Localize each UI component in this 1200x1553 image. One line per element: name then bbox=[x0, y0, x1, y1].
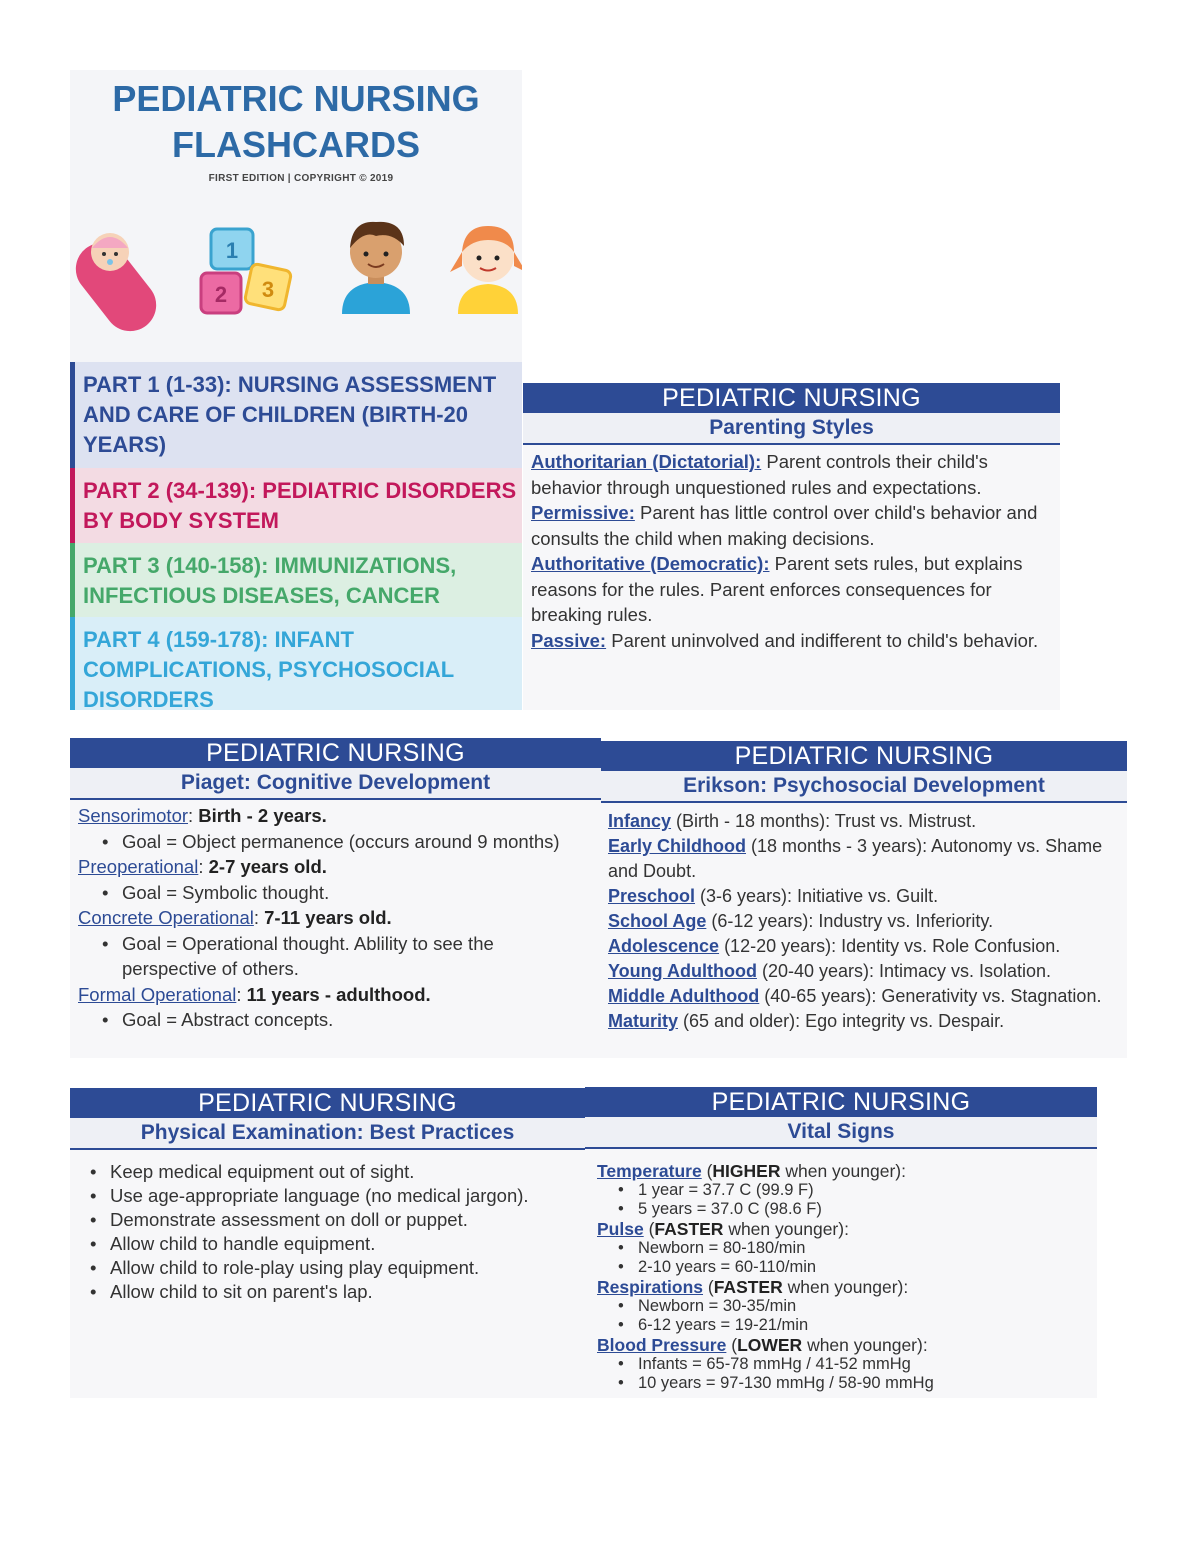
vital-rest: when younger): bbox=[782, 1277, 909, 1297]
vital-open: ( bbox=[703, 1277, 714, 1297]
vital-value: • 2-10 years = 60-110/min bbox=[638, 1258, 1091, 1277]
parenting-term: Permissive: bbox=[531, 502, 635, 523]
vital-value: • 6-12 years = 19-21/min bbox=[638, 1316, 1091, 1335]
card-header: PEDIATRIC NURSING bbox=[523, 383, 1060, 413]
erikson-stage bbox=[608, 834, 1123, 884]
stage-term: Infancy bbox=[608, 811, 672, 831]
stage-age: 7-11 years old. bbox=[264, 907, 392, 928]
vital-key: FASTER bbox=[713, 1277, 783, 1297]
card-body bbox=[70, 800, 601, 1033]
stage-sep: : bbox=[198, 856, 209, 877]
card-header: PEDIATRIC NURSING bbox=[601, 741, 1127, 771]
list-item: • Allow child to sit on parent's lap. bbox=[110, 1280, 585, 1304]
vital-value: • 1 year = 37.7 C (99.9 F) bbox=[638, 1181, 1091, 1200]
stage-desc: (20-40 years): Intimacy vs. Isolation. bbox=[756, 961, 1052, 981]
part-1 bbox=[70, 362, 522, 468]
erikson-stage bbox=[608, 909, 1123, 934]
vital-value: • Newborn = 30-35/min bbox=[638, 1297, 1091, 1316]
stage-term: Formal Operational bbox=[78, 983, 237, 1005]
stage-term: Early Childhood bbox=[608, 836, 747, 856]
erikson-stage bbox=[608, 959, 1123, 984]
card-subtitle: Vital Signs bbox=[585, 1117, 1097, 1149]
stage-desc: (65 and older): Ego integrity vs. Despair. bbox=[678, 1011, 1005, 1031]
list-item: • Allow child to handle equipment. bbox=[110, 1232, 585, 1256]
parenting-term: Authoritarian (Dictatorial): bbox=[531, 451, 762, 472]
parenting-desc: Parent controls their child's behavior through unquestioned rules and expectations. bbox=[531, 451, 988, 498]
list-item: • Use age-appropriate language (no medical jargon). bbox=[110, 1184, 585, 1208]
card-subtitle: Piaget: Cognitive Development bbox=[70, 768, 601, 800]
vital-key: FASTER bbox=[654, 1219, 724, 1239]
physical-exam-card bbox=[70, 1088, 585, 1398]
card-header: PEDIATRIC NURSING bbox=[70, 1088, 585, 1118]
card-body bbox=[601, 803, 1127, 1034]
parenting-term: Passive: bbox=[531, 629, 607, 651]
swaddled-baby-icon bbox=[70, 232, 167, 341]
part-3 bbox=[70, 543, 522, 617]
parenting-item bbox=[531, 551, 1052, 628]
parts-list bbox=[70, 362, 522, 710]
stage-term: Maturity bbox=[608, 1011, 679, 1031]
vital-rest: when younger): bbox=[780, 1161, 906, 1181]
vital-rest: when younger): bbox=[723, 1219, 849, 1239]
card-body bbox=[523, 445, 1060, 653]
list-item: • Demonstrate assessment on doll or puppet. bbox=[110, 1208, 585, 1232]
stage-term: Preschool bbox=[608, 886, 696, 906]
stage-desc: (6-12 years): Industry vs. Inferiority. bbox=[706, 911, 994, 931]
vital-group bbox=[597, 1335, 1091, 1355]
stage-sep: : bbox=[253, 907, 265, 928]
stage-age: 11 years - adulthood. bbox=[246, 983, 431, 1005]
vital-value: • Infants = 65-78 mmHg / 41-52 mmHg bbox=[638, 1355, 1091, 1374]
stage-desc: (18 months - 3 years): Autonomy vs. Shame and Doubt. bbox=[608, 836, 1103, 881]
parenting-item bbox=[531, 628, 1052, 654]
stage-desc: (3-6 years): Initiative vs. Guilt. bbox=[695, 886, 939, 906]
list-item: • Keep medical equipment out of sight. bbox=[110, 1160, 585, 1184]
vital-term: Respirations bbox=[597, 1277, 703, 1297]
card-header: PEDIATRIC NURSING bbox=[70, 738, 601, 768]
vital-group bbox=[597, 1277, 1091, 1297]
stage-term: Sensorimotor bbox=[78, 805, 189, 826]
cover-illustrations bbox=[70, 210, 522, 360]
parenting-styles-card bbox=[523, 383, 1060, 710]
physical-list bbox=[70, 1150, 585, 1304]
vital-key: HIGHER bbox=[712, 1161, 781, 1181]
block-number-1: 1 bbox=[225, 238, 239, 263]
stage-age: 2-7 years old. bbox=[208, 856, 327, 877]
erikson-stage bbox=[608, 884, 1123, 909]
parenting-desc: Parent uninvolved and indifferent to child's behavior. bbox=[606, 629, 1039, 651]
parenting-item bbox=[531, 449, 1052, 500]
stage-term: Preoperational bbox=[78, 856, 199, 877]
vital-term: Pulse bbox=[597, 1219, 644, 1239]
boy-icon bbox=[342, 222, 410, 314]
vital-value: • 5 years = 37.0 C (98.6 F) bbox=[638, 1200, 1091, 1219]
stage-sep: : bbox=[188, 805, 199, 826]
part-2-label: PART 2 (34-139): PEDIATRIC DISORDERS BY BODY SYSTEM bbox=[83, 478, 517, 533]
stage-goal: • Goal = Symbolic thought. bbox=[122, 880, 593, 906]
list-item: • Allow child to role-play using play equipment. bbox=[110, 1256, 585, 1280]
vital-key: LOWER bbox=[737, 1335, 803, 1355]
parenting-desc: Parent has little control over child's behavior and consults the child when making decisions. bbox=[531, 502, 1038, 549]
parenting-desc: Parent sets rules, but explains reasons for the rules. Parent enforces consequences for breaking rules. bbox=[531, 553, 1023, 625]
stage-term: Young Adulthood bbox=[608, 961, 757, 981]
vital-open: ( bbox=[701, 1161, 713, 1181]
vital-group bbox=[597, 1161, 1091, 1181]
vital-group bbox=[597, 1219, 1091, 1239]
stage-term: Concrete Operational bbox=[78, 907, 254, 928]
vital-term: Temperature bbox=[597, 1161, 702, 1181]
girl-icon bbox=[450, 226, 522, 314]
edition-line: FIRST EDITION | COPYRIGHT © 2019 bbox=[208, 173, 394, 184]
part-4 bbox=[70, 617, 522, 710]
part-4-label: PART 4 (159-178): INFANT COMPLICATIONS, PSYCHOSOCIAL DISORDERS bbox=[83, 627, 454, 712]
piaget-card bbox=[70, 738, 601, 1058]
cover-card bbox=[70, 70, 522, 362]
card-subtitle: Parenting Styles bbox=[523, 413, 1060, 445]
vital-term: Blood Pressure bbox=[597, 1335, 727, 1355]
card-body bbox=[585, 1149, 1097, 1393]
erikson-card bbox=[601, 741, 1127, 1058]
piaget-stage bbox=[78, 982, 593, 1008]
part-2 bbox=[70, 468, 522, 543]
parenting-item bbox=[531, 500, 1052, 551]
vital-value: • 10 years = 97-130 mmHg / 58-90 mmHg bbox=[638, 1374, 1091, 1393]
stage-goal: • Goal = Object permanence (occurs around 9 months) bbox=[122, 829, 593, 855]
block-number-3: 3 bbox=[261, 277, 275, 302]
block-number-2: 2 bbox=[214, 282, 228, 307]
piaget-stage bbox=[78, 803, 593, 829]
stage-term: Adolescence bbox=[608, 936, 720, 956]
part-1-label: PART 1 (1-33): NURSING ASSESSMENT AND CARE OF CHILDREN (BIRTH-20 YEARS) bbox=[83, 372, 497, 457]
stage-term: School Age bbox=[608, 911, 707, 931]
stage-term: Middle Adulthood bbox=[608, 986, 760, 1006]
piaget-stage bbox=[78, 854, 593, 880]
piaget-stage bbox=[78, 905, 593, 931]
stage-desc: (Birth - 18 months): Trust vs. Mistrust. bbox=[671, 811, 977, 831]
cover-title bbox=[70, 76, 522, 168]
vital-rest: when younger): bbox=[802, 1335, 928, 1355]
vital-value: • Newborn = 80-180/min bbox=[638, 1239, 1091, 1258]
stage-sep: : bbox=[236, 983, 247, 1005]
vital-open: ( bbox=[726, 1335, 738, 1355]
cover-title-line2: FLASHCARDS bbox=[172, 124, 420, 165]
erikson-stage bbox=[608, 984, 1123, 1009]
parenting-term: Authoritative (Democratic): bbox=[531, 553, 770, 574]
vital-signs-card bbox=[585, 1087, 1097, 1398]
stage-age: Birth - 2 years. bbox=[198, 805, 327, 826]
erikson-stage bbox=[608, 1009, 1123, 1034]
erikson-stage bbox=[608, 934, 1123, 959]
cover-title-line1: PEDIATRIC NURSING bbox=[112, 78, 480, 119]
stage-desc: (12-20 years): Identity vs. Role Confusion. bbox=[719, 936, 1061, 956]
card-subtitle: Physical Examination: Best Practices bbox=[70, 1118, 585, 1150]
stage-goal: • Goal = Operational thought. Ablility to see the perspective of others. bbox=[122, 931, 593, 982]
card-header: PEDIATRIC NURSING bbox=[585, 1087, 1097, 1117]
stage-desc: (40-65 years): Generativity vs. Stagnation. bbox=[759, 986, 1102, 1006]
stage-goal: • Goal = Abstract concepts. bbox=[122, 1007, 593, 1033]
vital-open: ( bbox=[643, 1219, 655, 1239]
part-3-label: PART 3 (140-158): IMMUNIZATIONS, INFECTIOUS DISEASES, CANCER bbox=[83, 553, 457, 608]
card-subtitle: Erikson: Psychosocial Development bbox=[601, 771, 1127, 803]
erikson-stage bbox=[608, 809, 1123, 834]
